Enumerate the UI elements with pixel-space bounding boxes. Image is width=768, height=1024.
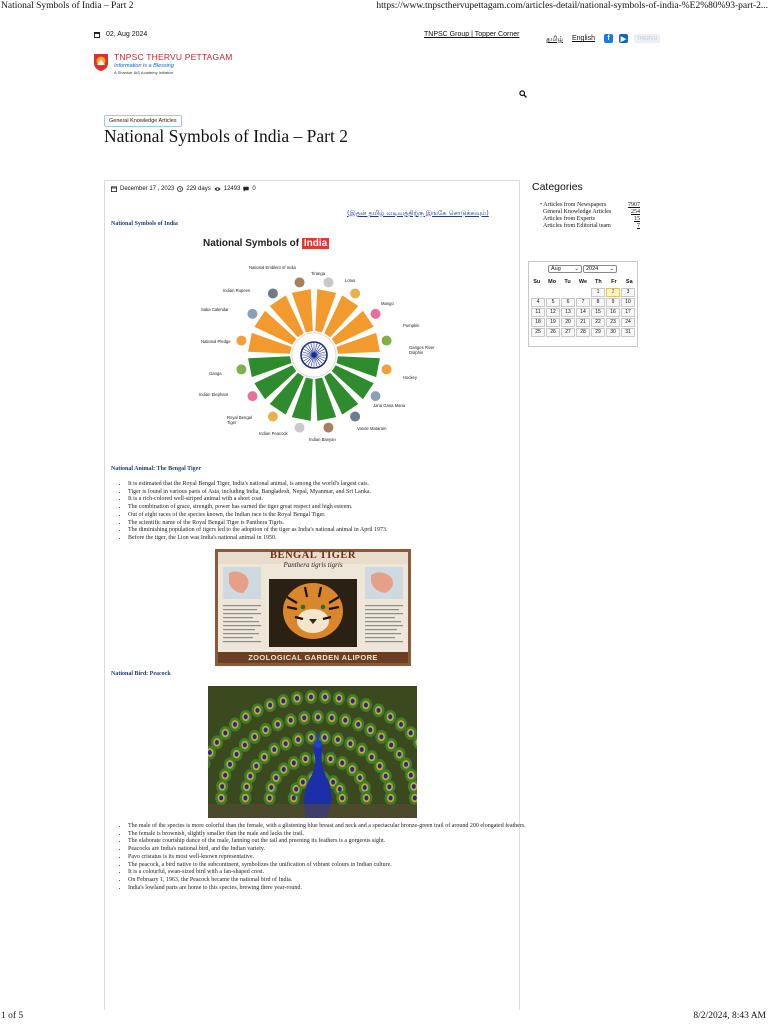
month-select-value: Aug <box>551 266 561 272</box>
site-logo[interactable] <box>92 52 233 75</box>
category-label: Articles from Editorial team <box>543 223 611 229</box>
feather-eyespot-center <box>243 796 247 801</box>
archive-calendar <box>528 261 638 347</box>
category-label: Articles from Experts <box>543 216 595 222</box>
infographic-title-text: National Symbols of <box>203 238 302 249</box>
infographic-symbol-icon <box>370 391 381 402</box>
eye-icon <box>214 186 221 192</box>
list-item: • The female is brownish, slightly smaller than the male and lacks the trail. <box>128 831 528 839</box>
list-item: • It is a colourful, swan-sized bird with a fan-shaped crest. <box>128 869 528 877</box>
tamil-language-link[interactable]: தமிழ் <box>546 36 564 43</box>
category-item[interactable] <box>540 216 640 223</box>
feather-eyespot-center <box>256 708 260 713</box>
calendar-day[interactable]: 16 <box>606 308 620 317</box>
print-page-number: 1 of 5 <box>1 1011 24 1021</box>
article-meta <box>111 186 256 192</box>
calendar-day[interactable]: 23 <box>606 318 620 327</box>
feather-eyespot-center <box>343 718 347 723</box>
list-item: • The combination of grace, strength, power has earned the tiger great respect and high esteem. <box>128 504 518 512</box>
feather-eyespot-center <box>360 747 364 752</box>
infographic-symbol-icon <box>323 422 334 433</box>
article-age: 229 days <box>186 186 211 192</box>
logo-name: TNPSC THERVU PETTAGAM <box>114 52 233 62</box>
feather-eyespot-center <box>215 740 219 745</box>
calendar-day[interactable]: 10 <box>621 298 635 307</box>
weekday-label: Su <box>533 279 541 285</box>
infographic-symbol-icon <box>294 422 305 433</box>
calendar-day[interactable]: 22 <box>591 318 605 327</box>
feather-eyespot-center <box>282 767 286 772</box>
category-item[interactable] <box>540 209 640 216</box>
feather-eyespot-center <box>244 714 248 719</box>
english-language-link[interactable]: English <box>572 35 595 42</box>
feather-eyespot-center <box>413 796 417 801</box>
feather-eyespot-center <box>350 767 354 772</box>
infographic-label: Tiranga <box>311 271 326 276</box>
list-item: • Tiger is found in various parts of Asia, including India, Bangladesh, Nepal, Myanmar, and Sri Lanka. <box>128 489 518 497</box>
feather-eyespot-center <box>358 775 362 780</box>
feather-eyespot-center <box>364 796 368 801</box>
category-chip[interactable]: General Knowledge Articles <box>104 115 182 127</box>
feather-eyespot-center <box>281 699 285 704</box>
weekday-label: Mo <box>548 279 557 285</box>
list-item: • India's lowland parts are home to this species, brewing there year-round. <box>128 885 528 893</box>
calendar-day[interactable]: 18 <box>531 318 545 327</box>
feather-eyespot-center <box>228 762 232 767</box>
feather-eyespot-center <box>409 731 413 736</box>
calendar-day[interactable]: 14 <box>576 308 590 317</box>
calendar-day[interactable]: 5 <box>546 298 560 307</box>
print-timestamp: 8/2/2024, 8:43 AM <box>693 1011 766 1021</box>
calendar-day[interactable]: 13 <box>561 308 575 317</box>
feather-eyespot-center <box>248 774 252 779</box>
feather-eyespot-center <box>294 787 298 792</box>
calendar-day[interactable]: 1 <box>591 288 605 297</box>
search-icon[interactable] <box>519 85 527 93</box>
month-select[interactable] <box>548 265 582 273</box>
section-heading-peacock: National Bird: Peacock <box>111 671 171 677</box>
section-heading-symbols: National Symbols of India <box>111 221 178 227</box>
infographic-symbol-icon <box>323 277 334 288</box>
feather-eyespot-center <box>351 699 355 704</box>
infographic-symbol-icon <box>236 335 247 346</box>
infographic-label: Lotus <box>345 278 356 283</box>
section-heading-tiger: National Animal: The Bengal Tiger <box>111 466 202 472</box>
calendar-day[interactable]: 30 <box>606 328 620 337</box>
calendar-day[interactable]: 28 <box>576 328 590 337</box>
faded-social-badge: THERVU <box>634 34 660 43</box>
feather-eyespot-center <box>292 796 296 801</box>
list-item: • Pavo cristatus is its most well-known representative. <box>128 854 528 862</box>
calendar-day-today[interactable]: 2 <box>606 288 620 297</box>
chevron-down-icon: ⌄ <box>609 266 614 272</box>
top-date-text: 02, Aug 2024 <box>106 31 148 38</box>
calendar-day[interactable]: 12 <box>546 308 560 317</box>
calendar-day[interactable]: 24 <box>621 318 635 327</box>
calendar-weekday-header <box>529 278 637 287</box>
print-header-title: National Symbols of India – Part 2 <box>1 1 134 11</box>
infographic-label: Mango <box>381 301 394 306</box>
infographic-symbol-icon <box>247 308 258 319</box>
list-item: • The peacock, a bird native to the subcontinent, symbolizes the unification of vibrant colours in Indian culture. <box>128 862 528 870</box>
feather-eyespot-center <box>309 695 313 700</box>
list-item: • Out of eight races of the species known, the Indian race is the Royal Bengal Tiger. <box>128 512 518 520</box>
feather-eyespot-center <box>412 784 416 789</box>
list-item: • Peacocks are India's national bird, and the Indian variety. <box>128 846 528 854</box>
calendar-day[interactable]: 31 <box>621 328 635 337</box>
calendar-icon <box>94 32 100 38</box>
feather-eyespot-center <box>303 756 307 761</box>
comment-icon <box>243 186 249 192</box>
facebook-icon[interactable]: f <box>604 34 613 43</box>
list-item: • On February 1, 1963, the Peacock became the national bird of India. <box>128 877 528 885</box>
year-select[interactable] <box>583 265 617 273</box>
national-symbols-infographic <box>197 234 435 456</box>
feather-eyespot-center <box>262 755 266 760</box>
tiger-facts-list <box>116 481 518 543</box>
infographic-label: Jana Gana Mana <box>373 403 406 408</box>
logo-tagline: Information is a Blessing <box>114 62 174 69</box>
calendar-day[interactable]: 21 <box>576 318 590 327</box>
infographic-symbol-icon <box>381 364 392 375</box>
list-item: • The scientific name of the Royal Bengal Tiger is Panthera Tigris. <box>128 520 518 528</box>
feather-eyespot-center <box>379 734 383 739</box>
weekday-label: Fr <box>611 279 617 285</box>
list-item: • The elaborate courtship dance of the male, fanning out the tail and preening its feathers is a gorgeous sight. <box>128 838 528 846</box>
page-title: National Symbols of India – Part 2 <box>104 126 349 146</box>
calendar-day[interactable]: 9 <box>606 298 620 307</box>
calendar-day[interactable]: 25 <box>531 328 545 337</box>
category-item[interactable] <box>540 223 640 230</box>
calendar-blank-cell <box>546 288 560 297</box>
article-date: December 17 , 2023 <box>120 186 175 192</box>
feather-eyespot-center <box>302 715 306 720</box>
category-label: • Articles from Newspapers <box>540 202 607 208</box>
infographic-label: Indian Elephant <box>199 392 229 397</box>
clock-icon <box>177 186 183 192</box>
feather-eyespot-center <box>337 696 341 701</box>
feather-eyespot-center <box>253 734 257 739</box>
weekday-label: Th <box>595 279 602 285</box>
feather-eyespot-center <box>409 773 413 778</box>
feather-eyespot-center <box>296 737 300 742</box>
tiger-image-scientific-name: Panthera tigris tigris <box>283 561 343 569</box>
peacock-image <box>208 686 417 818</box>
feather-eyespot-center <box>292 761 296 766</box>
feather-eyespot-center <box>377 708 381 713</box>
calendar-blank-cell <box>561 288 575 297</box>
top-date <box>94 31 147 38</box>
list-item: • It is a rich-colored well-striped animal with a short coat. <box>128 496 518 504</box>
feather-eyespot-center <box>340 761 344 766</box>
feather-eyespot-center <box>264 727 268 732</box>
calendar-day[interactable]: 19 <box>546 318 560 327</box>
feather-eyespot-center <box>378 764 382 769</box>
feather-eyespot-center <box>384 774 388 779</box>
infographic-symbol-icon <box>294 277 305 288</box>
feather-eyespot-center <box>388 714 392 719</box>
categories-list <box>540 202 640 230</box>
calendar-day[interactable]: 7 <box>576 298 590 307</box>
calendar-day[interactable]: 4 <box>531 298 545 307</box>
calendar-day[interactable]: 8 <box>591 298 605 307</box>
feather-eyespot-center <box>404 762 408 767</box>
calendar-days <box>529 287 637 338</box>
category-count[interactable]: 7 <box>637 223 640 229</box>
feather-eyespot-center <box>323 735 327 740</box>
feather-eyespot-center <box>323 695 327 700</box>
infographic-symbol-icon <box>247 391 258 402</box>
feather-eyespot-center <box>289 718 293 723</box>
infographic-label: Indian Banyan <box>309 437 336 442</box>
feather-eyespot-center <box>364 703 368 708</box>
feather-eyespot-center <box>336 737 340 742</box>
feather-eyespot-center <box>233 722 237 727</box>
print-header-url: https://www.tnpscthervupettagam.com/articles-detail/national-symbols-of-india-%E2%80%93-part-2... <box>376 1 768 11</box>
feather-eyespot-center <box>330 715 334 720</box>
feather-eyespot-center <box>272 747 276 752</box>
feather-eyespot-center <box>340 796 344 801</box>
feather-eyespot-center <box>208 750 212 755</box>
tiger-image-heading: BENGAL TIGER <box>269 550 357 561</box>
feather-eyespot-center <box>235 752 239 757</box>
year-select-value: 2024 <box>586 266 599 272</box>
infographic-label: Royal Bengal Tiger <box>227 415 252 425</box>
logo-emblem-icon <box>92 52 110 72</box>
chevron-down-icon: ⌄ <box>574 266 579 272</box>
calendar-day[interactable]: 17 <box>621 308 635 317</box>
category-count[interactable]: 15 <box>634 216 640 222</box>
youtube-icon[interactable]: ▶ <box>620 35 627 43</box>
infographic-symbol-icon <box>267 411 278 422</box>
peacock-facts-list <box>116 823 528 892</box>
weekday-label: Sa <box>625 279 633 285</box>
weekday-label: We <box>578 279 588 285</box>
feather-eyespot-center <box>268 703 272 708</box>
calendar-blank-cell <box>531 288 545 297</box>
calendar-day[interactable]: 3 <box>621 288 635 297</box>
calendar-icon <box>111 186 117 192</box>
infographic-label: Vande Mataram <box>357 426 387 431</box>
feather-eyespot-center <box>348 741 352 746</box>
feather-eyespot-center <box>309 735 313 740</box>
tamil-version-link[interactable]: (இதன் தமிழ் வடிவத்திற்கு இங்கே சொடுக்கவும்) <box>347 209 489 217</box>
infographic-label: National Pledge <box>201 339 231 344</box>
infographic-label: Pumpkin <box>403 323 420 328</box>
infographic-label: Ganges River Dolphin <box>409 345 435 355</box>
feather-eyespot-center <box>389 796 393 801</box>
feather-eyespot-center <box>268 796 272 801</box>
comment-count: 0 <box>252 186 256 192</box>
feather-eyespot-center <box>370 755 374 760</box>
infographic-title-highlight: India <box>303 238 328 249</box>
infographic-label: National Emblem of India <box>249 265 296 270</box>
feather-eyespot-center <box>363 785 367 790</box>
calendar-day[interactable]: 15 <box>591 308 605 317</box>
feather-eyespot-center <box>397 752 401 757</box>
feather-eyespot-center <box>329 756 333 761</box>
category-count[interactable]: 7907 <box>628 202 640 208</box>
feather-eyespot-center <box>274 775 278 780</box>
calendar-day[interactable]: 27 <box>561 328 575 337</box>
infographic-symbol-icon <box>350 411 361 422</box>
list-item: • The male of the species is more colorful than the female, with a glistening blue breast and neck and a spectacular bronze-green trail of around 200 elongated feathers. <box>128 823 528 831</box>
feather-eyespot-center <box>389 743 393 748</box>
tiger-image-footer: ZOOLOGICAL GARDEN ALIPORE <box>248 653 378 662</box>
feather-eyespot-center <box>301 780 305 785</box>
list-item: • Before the tiger, the Lion was India's national animal in 1950. <box>128 535 518 543</box>
infographic-symbol-icon <box>267 288 278 299</box>
view-count: 12493 <box>223 186 241 192</box>
calendar-day[interactable]: 20 <box>561 318 575 327</box>
feather-eyespot-center <box>338 787 342 792</box>
calendar-day[interactable]: 11 <box>531 308 545 317</box>
feather-eyespot-center <box>399 722 403 727</box>
categories-heading: Categories <box>532 181 583 193</box>
feather-eyespot-center <box>368 727 372 732</box>
infographic-symbol-icon <box>236 364 247 375</box>
infographic-title <box>203 238 329 249</box>
infographic-symbol-icon <box>370 308 381 319</box>
feather-eyespot-center <box>223 731 227 736</box>
feather-eyespot-center <box>356 722 360 727</box>
calendar-day[interactable]: 6 <box>561 298 575 307</box>
feather-eyespot-center <box>220 784 224 789</box>
list-item: • It is estimated that the Royal Bengal Tiger, India's national animal, is among the world's largest cats. <box>128 481 518 489</box>
feather-eyespot-center <box>243 743 247 748</box>
feather-eyespot-center <box>276 722 280 727</box>
feather-eyespot-center <box>316 715 320 720</box>
feather-eyespot-center <box>331 780 335 785</box>
infographic-symbol-icon <box>381 335 392 346</box>
feather-eyespot-center <box>295 696 299 701</box>
feather-eyespot-center <box>269 785 273 790</box>
weekday-label: Tu <box>564 279 571 285</box>
infographic-symbol-icon <box>350 288 361 299</box>
feather-eyespot-center <box>284 741 288 746</box>
feather-eyespot-center <box>387 784 391 789</box>
calendar-day[interactable]: 26 <box>546 328 560 337</box>
category-label: General Knowledge Articles <box>543 209 612 215</box>
category-item[interactable] <box>540 202 640 209</box>
infographic-label: Saka Calendar <box>201 307 229 312</box>
calendar-day[interactable]: 29 <box>591 328 605 337</box>
calendar-blank-cell <box>576 288 590 297</box>
category-count[interactable]: 254 <box>631 209 640 215</box>
feather-eyespot-center <box>223 773 227 778</box>
infographic-label: Ganga <box>209 371 222 376</box>
bengal-tiger-image <box>215 549 411 666</box>
infographic-label: Indian Rupees <box>223 288 251 293</box>
feather-eyespot-center <box>245 784 249 789</box>
list-item: • The diminishing population of tigers led to the adoption of the tiger as India's national animal in April 1973. <box>128 527 518 535</box>
group-topper-link[interactable]: TNPSC Group | Topper Corner <box>424 31 520 38</box>
feather-eyespot-center <box>219 796 223 801</box>
feather-eyespot-center <box>254 764 258 769</box>
infographic-label: Indian Peacock <box>259 431 288 436</box>
infographic-label: Hockey <box>403 375 417 380</box>
logo-subtitle: A Shankar IAS Academy Initiative <box>114 70 174 75</box>
